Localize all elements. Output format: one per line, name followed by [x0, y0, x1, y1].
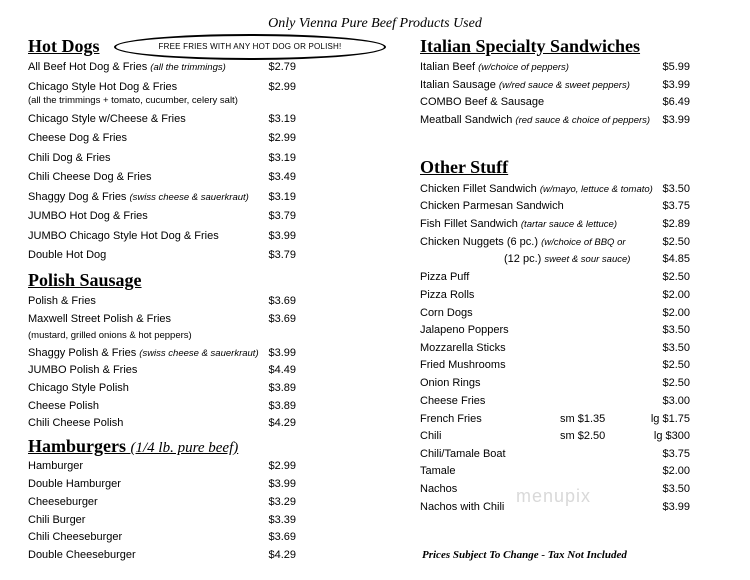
section-title-hamburgers: Hamburgers (1/4 lb. pure beef) — [28, 436, 239, 456]
watermark-logo: menupix — [516, 486, 592, 506]
banner: Only Vienna Pure Beef Products Used — [268, 16, 482, 31]
promo-oval: FREE FRIES WITH ANY HOT DOG OR POLISH! — [114, 34, 386, 60]
section-title-polish: Polish Sausage — [28, 270, 142, 290]
hamburgers-subtitle: (1/4 lb. pure beef) — [130, 440, 239, 456]
menu-item-subnote: (mustard, grilled onions & hot peppers) — [28, 330, 192, 341]
section-title-hot-dogs: Hot Dogs — [28, 36, 100, 56]
section-title-other: Other Stuff — [420, 157, 509, 177]
footer-note: Prices Subject To Change - Tax Not Included — [422, 549, 627, 561]
menu-item-subnote: (all the trimmings + tomato, cucumber, celery salt) — [28, 95, 238, 106]
section-title-italian: Italian Specialty Sandwiches — [420, 36, 641, 56]
